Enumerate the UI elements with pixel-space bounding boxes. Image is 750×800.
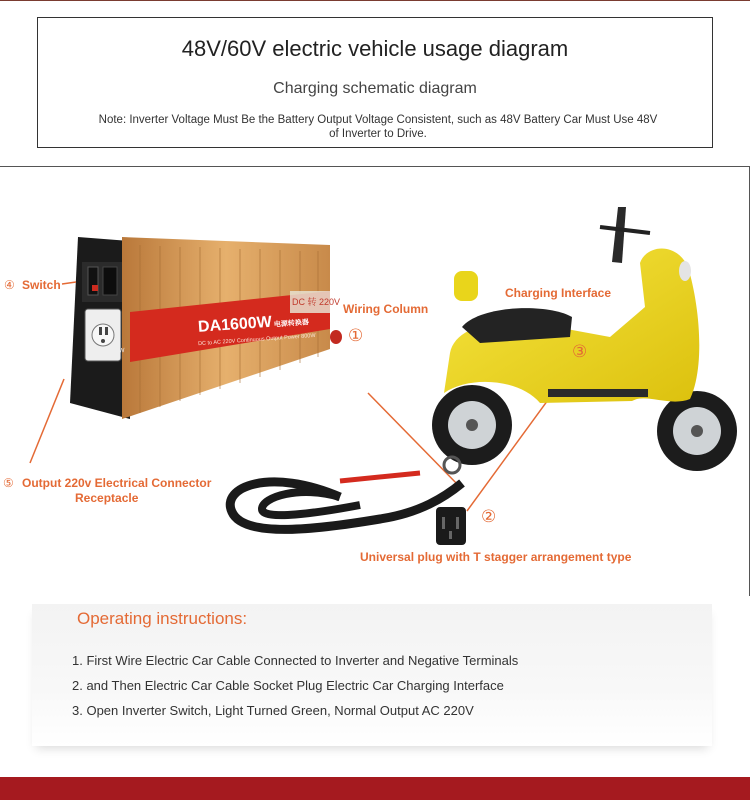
instructions-list — [72, 652, 518, 727]
charging-marker: ③ — [572, 342, 588, 361]
plug-label: Universal plug with T stagger arrangement type — [360, 550, 632, 564]
operating-instructions — [32, 604, 712, 746]
charging-interface-label: Charging Interface — [505, 286, 612, 300]
top-rule — [0, 0, 750, 1]
instructions-title: Operating instructions: — [77, 609, 248, 628]
voltage-note: Note: Inverter Voltage Must Be the Battery Output Voltage Consistent, such as 48V Battery Car Must Use 48V of Inverter to Drive. — [98, 114, 658, 140]
charging-cable-illustration — [230, 457, 466, 545]
wiring-column-label: Wiring Column — [343, 302, 429, 316]
diagram-illustration — [0, 167, 750, 597]
output-marker: ⑤ — [3, 476, 14, 490]
instruction-step-1: 1. First Wire Electric Car Cable Connected to Inverter and Negative Terminals — [72, 653, 519, 668]
instruction-step-3: 3. Open Inverter Switch, Light Turned Green, Normal Output AC 220V — [72, 703, 474, 718]
output-label-line1: Output 220v Electrical Connector — [22, 476, 212, 490]
header-box — [37, 17, 713, 148]
switch-marker: ④ — [4, 278, 15, 292]
page-subtitle: Charging schematic diagram — [273, 80, 477, 97]
switch-label: Switch — [22, 278, 61, 292]
plug-marker: ② — [481, 507, 497, 526]
page-title: 48V/60V electric vehicle usage diagram — [181, 36, 569, 61]
inverter-brand-suffix: 电源转换器 — [273, 319, 310, 329]
wiring-marker: ① — [348, 326, 364, 345]
inverter-spec-text: DC to AC 220V Continuous Output Power 800W — [197, 332, 316, 348]
inverter-model: JG-1600W — [95, 348, 125, 356]
inverter-brand-text: DA1600W — [197, 313, 273, 336]
usage-diagram — [0, 166, 750, 596]
bottom-bar — [0, 777, 750, 800]
output-label-line2: Receptacle — [75, 491, 139, 505]
inverter-dc-label: DC 转 220V — [292, 297, 341, 307]
instruction-step-2: 2. and Then Electric Car Cable Socket Plug Electric Car Charging Interface — [72, 678, 504, 693]
scooter-illustration — [432, 207, 737, 471]
